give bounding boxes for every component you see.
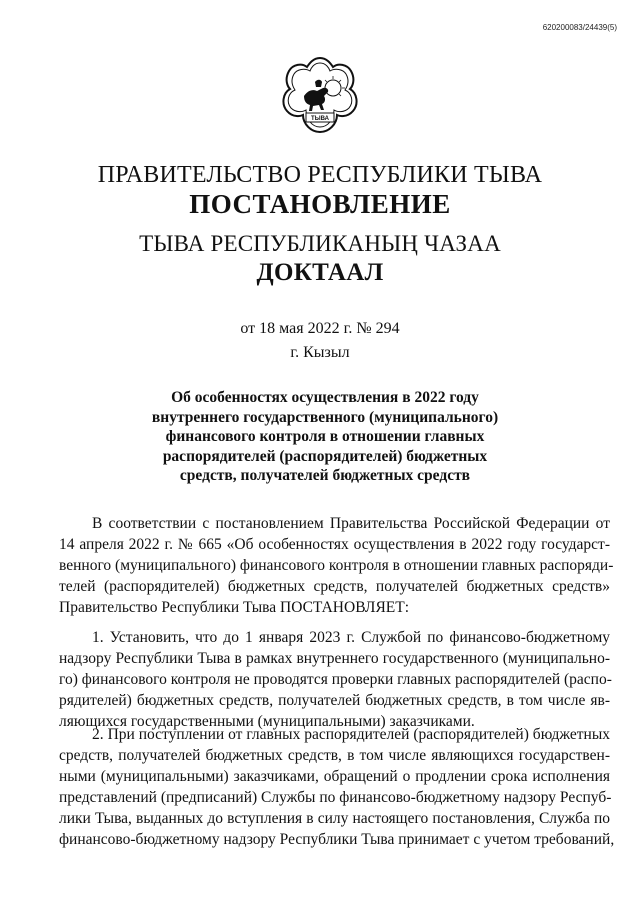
decree-heading-tyvan: ДОКТААЛ	[256, 259, 384, 286]
decree-title-line: Об особенностях осуществления в 2022 году	[171, 389, 479, 406]
text-line: го) финансового контроля не проводятся проверки главных распорядителей (распо-	[59, 671, 612, 688]
decree-city: г. Кызыл	[290, 344, 350, 361]
text-line: 14 апреля 2022 г. № 665 «Об особенностях осуществления в 2022 году государст-	[59, 536, 610, 553]
text-line: 2. При поступлении от главных распорядителей (распорядителей) бюджетных	[92, 726, 610, 743]
government-title: ПРАВИТЕЛЬСТВО РЕСПУБЛИКИ ТЫВА	[97, 162, 543, 188]
decree-date-number: от 18 мая 2022 г. № 294	[240, 320, 400, 337]
text-line: надзору Республики Тыва в рамках внутреннего государственного (муниципально-	[59, 650, 610, 667]
text-line: представлений (предписаний) Службы по финансово-бюджетному надзору Респуб-	[59, 789, 612, 806]
government-title-tyvan: ТЫВА РЕСПУБЛИКАНЫҢ ЧАЗАА	[139, 231, 501, 256]
document-registration-code: 620200083/24439(5)	[542, 23, 617, 32]
decree-title	[130, 388, 520, 486]
text-line: рядителей) бюджетных средств, получателей бюджетных средств, в том числе яв-	[59, 692, 610, 709]
emblem-caption: ТЫВА	[311, 116, 329, 122]
text-line: средств, получателей бюджетных средств, в том числе являющихся государствен-	[59, 747, 610, 764]
text-line: финансово-бюджетному надзору Республики Тыва принимает с учетом требований,	[59, 831, 615, 848]
tyva-emblem-icon	[277, 52, 363, 138]
emblem	[0, 52, 640, 143]
text-line: 1. Установить, что до 1 января 2023 г. Службой по финансово-бюджетному	[92, 629, 610, 646]
text-line: ляющихся государственными (муниципальными) заказчиками.	[59, 713, 475, 730]
text-line: телей (распорядителей) бюджетных средств, получателей бюджетных средств»	[59, 578, 610, 595]
text-line: В соответствии с постановлением Правительства Российской Федерации от	[92, 515, 610, 532]
text-line: ными (муниципальными) заказчиками, обращений о продлении срока исполнения	[59, 768, 610, 785]
text-line: лики Тыва, выданных до вступления в силу настоящего постановления, Служба по	[59, 810, 610, 827]
decree-title-line: внутреннего государственного (муниципального)	[151, 408, 499, 426]
preamble-paragraph	[59, 513, 614, 618]
decree-title-line: финансового контроля в отношении главных	[165, 428, 485, 445]
text-line: Правительство Республики Тыва ПОСТАНОВЛЯЕТ:	[59, 599, 410, 616]
decree-heading: ПОСТАНОВЛЕНИЕ	[189, 189, 451, 219]
clause-2-paragraph	[59, 724, 615, 850]
decree-title-line: средств, получателей бюджетных средств	[179, 467, 471, 484]
decree-title-line: распорядителей (распорядителей) бюджетных	[162, 447, 488, 465]
text-line: венного (муниципального) финансового контроля в отношении главных распоряди-	[59, 557, 614, 574]
clause-1-paragraph	[59, 627, 610, 732]
